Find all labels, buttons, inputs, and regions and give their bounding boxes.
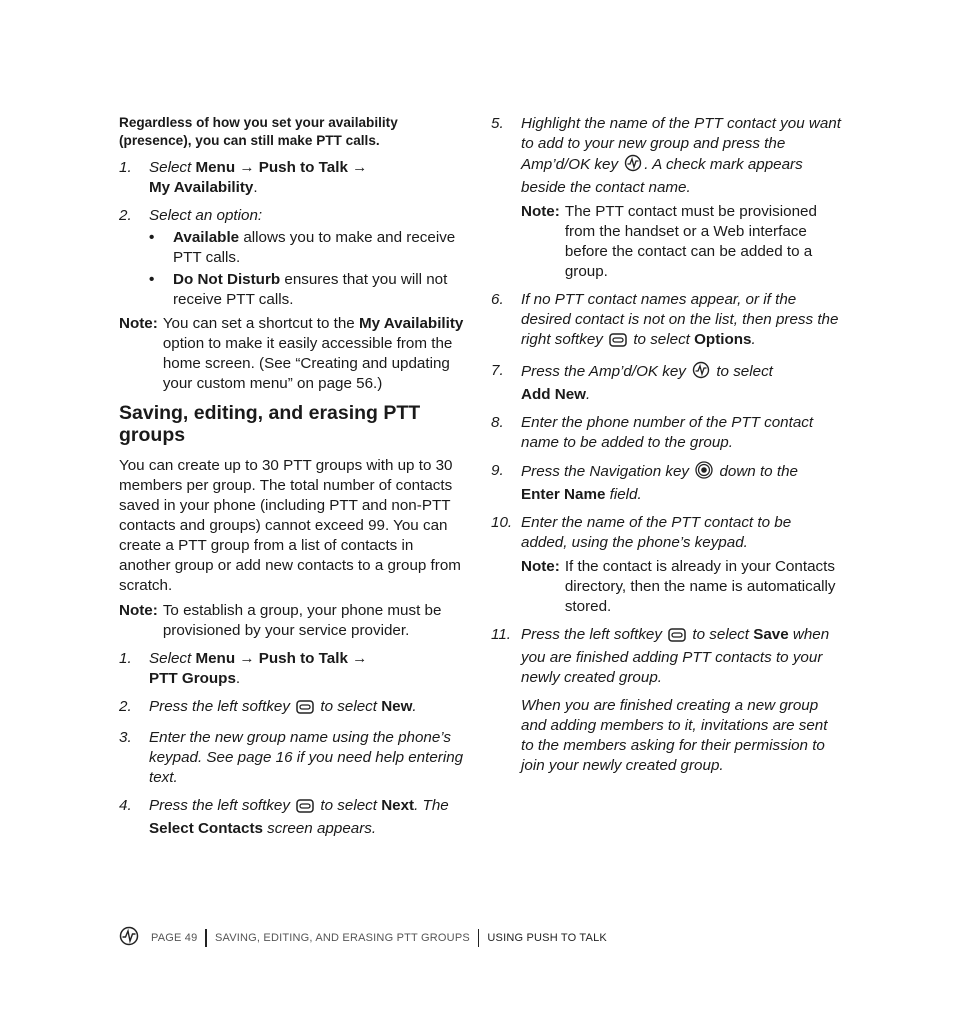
step-text: If no PTT contact names appear, or if the desired contact is not on the list, then press the right softkey (521, 291, 839, 348)
arrow: → (235, 159, 259, 176)
step-text: Select (149, 159, 196, 176)
ptt-groups-term: PTT Groups (149, 670, 236, 687)
left-softkey-icon (668, 628, 686, 648)
group-step-6 (491, 290, 841, 353)
group-step-5 (491, 114, 841, 198)
arrow: → (347, 650, 368, 667)
note-already-stored (521, 557, 841, 617)
step-text: to select (316, 698, 382, 715)
step-number: 2. (119, 698, 132, 715)
navigation-key-icon (695, 461, 713, 485)
step-text: Enter the name of the PTT contact to be added, using the phone’s keypad. (521, 514, 792, 551)
step-text: Select (149, 650, 196, 667)
step-text: down to the (715, 463, 798, 480)
group-step-10 (491, 513, 841, 553)
note-provision (119, 601, 464, 641)
group-step-3 (119, 728, 464, 788)
new-term: New (381, 698, 413, 715)
step-text: . (253, 179, 258, 196)
page-number: PAGE 49 (151, 931, 198, 944)
availability-step-2 (119, 206, 464, 312)
left-softkey-icon (296, 799, 314, 819)
step-text: . The (414, 797, 449, 814)
step-text: to select (316, 797, 382, 814)
left-column (119, 114, 464, 847)
section-heading: Saving, editing, and erasing PTT groups (119, 402, 421, 446)
step-number: 10. (491, 514, 513, 531)
options-term: Options (694, 331, 752, 348)
step-text: Press the Amp’d/OK key (521, 363, 691, 380)
item-text: ensures that you will not receive PTT calls. (173, 271, 448, 308)
intro-text: Regardless of how you set your availability (presence), you can still make PTT calls. (119, 115, 398, 148)
step-number: 8. (491, 414, 504, 431)
note-label: Note: (521, 558, 560, 575)
my-availability-term: My Availability (358, 315, 464, 332)
arrow: → (347, 159, 368, 176)
note-shortcut (119, 314, 464, 394)
note-text: If the contact is already in your Contacts directory, then the name is automatically stored. (564, 558, 836, 615)
availability-step-1 (119, 158, 464, 198)
step-number: 7. (491, 362, 504, 379)
bullet: • (149, 229, 155, 246)
step-text: screen appears. (262, 820, 377, 837)
add-new-term: Add New (521, 386, 586, 403)
right-softkey-icon (609, 333, 627, 353)
step-text: . (412, 698, 417, 715)
available-term: Available (173, 229, 240, 246)
menu-term: Menu (195, 159, 236, 176)
bullet: • (149, 271, 155, 288)
arrow: → (235, 650, 259, 667)
note-text: To establish a group, your phone must be provisioned by your service provider. (162, 602, 442, 639)
step-text: field. (605, 486, 642, 503)
footer-divider (478, 929, 480, 947)
step-text: when you are finished adding PTT contacts to your newly created group. (521, 626, 830, 686)
note-text: You can set a shortcut to the (162, 315, 359, 332)
group-step-8 (491, 413, 841, 453)
list-item (149, 270, 464, 310)
group-step-4 (119, 796, 464, 839)
step-text: to select (712, 363, 773, 380)
chapter-name: USING PUSH TO TALK (487, 931, 607, 944)
section-name: SAVING, EDITING, AND ERASING PTT GROUPS (214, 931, 470, 944)
step-number: 3. (119, 729, 132, 746)
ok-key-icon (624, 154, 642, 178)
my-availability-term: My Availability (149, 179, 254, 196)
list-item (149, 228, 464, 268)
save-term: Save (753, 626, 789, 643)
step-text: Press the left softkey (149, 797, 295, 814)
group-step-1 (119, 649, 464, 689)
page-footer (119, 926, 607, 949)
do-not-disturb-term: Do Not Disturb (173, 271, 281, 288)
group-step-9 (491, 461, 841, 505)
note-text: The PTT contact must be provisioned from the handset or a Web interface before the contact can be added to a group. (564, 203, 817, 280)
group-step-2 (119, 697, 464, 720)
step-text: . (585, 386, 591, 403)
push-to-talk-term: Push to Talk (258, 650, 348, 667)
push-to-talk-term: Push to Talk (258, 159, 348, 176)
note-text: option to make it easily accessible from the home screen. (See “Creating and updating your custom menu” on page 56.) (162, 335, 453, 392)
ok-key-icon (692, 361, 710, 385)
step-text: Press the left softkey (149, 698, 295, 715)
group-step-11 (491, 625, 841, 688)
note-label: Note: (119, 602, 158, 619)
step-number: 11. (491, 626, 511, 643)
next-term: Next (381, 797, 415, 814)
menu-term: Menu (195, 650, 236, 667)
ampd-logo-icon (119, 926, 139, 949)
body-paragraph: You can create up to 30 PTT groups with up to 30 members per group. The total number of contacts saved in your phone (including PTT and non-PTT contacts and groups) cannot exceed 99. You can create a PTT group from a list of contacts in another group or add new contacts to a group from scratch. (119, 457, 461, 594)
step-number: 2. (119, 207, 132, 224)
closing-paragraph: When you are finished creating a new group and adding members to it, invitations are sent to the members asking for their permission to join your newly created group. (521, 697, 828, 774)
right-column (491, 114, 841, 776)
step-text: Enter the phone number of the PTT contact name to be added to the group. (521, 414, 814, 451)
item-text: allows you to make and receive PTT calls. (173, 229, 456, 266)
footer-divider (205, 929, 207, 947)
step-number: 1. (119, 650, 132, 667)
step-text: . (751, 331, 756, 348)
step-number: 6. (491, 291, 504, 308)
step-text: Press the Navigation key (521, 463, 694, 480)
option-list (149, 228, 464, 310)
note-label: Note: (521, 203, 560, 220)
step-text: Press the left softkey (521, 626, 667, 643)
step-number: 5. (491, 115, 504, 132)
step-text: Select an option: (149, 207, 263, 224)
select-contacts-term: Select Contacts (149, 820, 263, 837)
step-number: 1. (119, 159, 132, 176)
left-softkey-icon (296, 700, 314, 720)
step-text: . (235, 670, 241, 687)
step-text: . A check mark appears beside the contact name. (521, 156, 803, 196)
step-number: 4. (119, 797, 132, 814)
note-label: Note: (119, 315, 158, 332)
note-provisioned (521, 202, 841, 282)
step-text: Enter the new group name using the phone’s keypad. See page 16 if you need help entering text. (149, 729, 464, 786)
step-text: to select (688, 626, 754, 643)
step-text: to select (629, 331, 695, 348)
step-number: 9. (491, 462, 504, 479)
group-step-7 (491, 361, 841, 405)
enter-name-term: Enter Name (521, 486, 606, 503)
step-text: Highlight the name of the PTT contact you want to add to your new group and press the Amp’d/OK key (521, 115, 841, 173)
